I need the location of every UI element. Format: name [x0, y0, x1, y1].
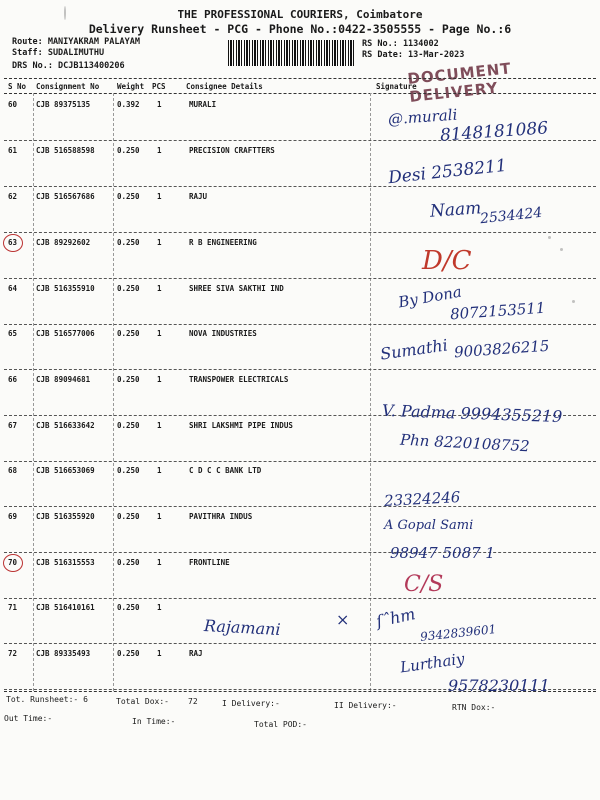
row-consignment-no: CJB 516315553 [36, 558, 95, 567]
row-consignee: PRECISION CRAFTTERS [189, 146, 275, 155]
rs-date: RS Date: 13-Mar-2023 [362, 50, 465, 60]
col-pcs: PCS [152, 82, 166, 91]
rs-number: RS No.: 1134002 [362, 39, 439, 49]
divider [4, 93, 596, 94]
row-weight: 0.250 [117, 284, 140, 293]
row-divider [4, 598, 596, 599]
row-consignment-no: CJB 516410161 [36, 603, 95, 612]
company-title: THE PROFESSIONAL COURIERS, Coimbatore [177, 8, 423, 21]
signature-62: Naam [429, 198, 482, 222]
i-delivery: I Delivery:- [222, 699, 280, 708]
row-pcs: 1 [157, 558, 162, 567]
row-consignee: C D C C BANK LTD [189, 466, 262, 475]
row-weight: 0.250 [117, 421, 140, 430]
phone-65: 9003826215 [453, 336, 550, 362]
tot-runsheet: Tot. Runsheet:- 6 [6, 695, 88, 704]
row-weight: 0.250 [117, 192, 140, 201]
row-weight: 0.250 [117, 375, 140, 384]
row-divider [4, 278, 596, 279]
table-row [0, 238, 600, 252]
scan-speck [64, 6, 66, 20]
total-dox-value: 72 [188, 697, 198, 706]
phone-71: 9342839601 [419, 622, 497, 644]
signature-scribble-71: ſˆhm [374, 604, 417, 631]
row-consignment-no: CJB 516577006 [36, 329, 95, 338]
row-divider [4, 324, 596, 325]
row-consignee: TRANSPOWER ELECTRICALS [189, 375, 289, 384]
signature-66: V. Padma 9994355219 [381, 400, 563, 427]
cross-mark-71: × [336, 610, 350, 629]
row-70-circle-mark [3, 554, 23, 572]
row-63-circle-mark [3, 234, 23, 252]
table-row [0, 512, 600, 526]
table-row [0, 649, 600, 663]
row-pcs: 1 [157, 466, 162, 475]
row-weight: 0.392 [117, 100, 140, 109]
phone-72: 9578230111 [448, 676, 550, 695]
table-row [0, 375, 600, 389]
row-sno: 71 [8, 603, 18, 612]
divider [4, 691, 596, 692]
row-divider [4, 186, 596, 187]
row-consignment-no: CJB 89335493 [36, 649, 91, 658]
row-sno: 62 [8, 192, 18, 201]
row-consignee: RAJ [189, 649, 203, 658]
row-sno: 65 [8, 329, 18, 338]
phone-64: 8072153511 [449, 298, 546, 324]
scan-speck [560, 248, 563, 251]
row-consignee: R B ENGINEERING [189, 238, 257, 247]
out-time: Out Time:- [4, 714, 53, 723]
row-consignment-no: CJB 516355910 [36, 284, 95, 293]
row-sno: 61 [8, 146, 18, 155]
row-consignment-no: CJB 516653069 [36, 466, 95, 475]
drs-number: DRS No.: DCJB113400206 [12, 61, 125, 71]
total-pod: Total POD:- [254, 720, 307, 729]
row-sno: 64 [8, 284, 18, 293]
row-pcs: 1 [157, 649, 162, 658]
col-sno: S No [8, 82, 27, 91]
rtn-dox: RTN Dox:- [452, 703, 496, 712]
row-sno: 66 [8, 375, 18, 384]
signature-65: Sumathi [379, 335, 449, 364]
column-rule [33, 93, 34, 691]
row-consignee: MURALI [189, 100, 217, 109]
table-row [0, 603, 600, 617]
row-sno: 60 [8, 100, 18, 109]
in-time: In Time:- [132, 717, 176, 726]
row-divider [4, 461, 596, 462]
cs-remark-70: C/S [404, 572, 444, 597]
col-weight: Weight [117, 82, 145, 91]
row-pcs: 1 [157, 421, 162, 430]
table-row [0, 100, 600, 114]
phone-60: 8148181086 [439, 118, 549, 146]
row-sno: 70 [8, 558, 18, 567]
row-consignment-no: CJB 516567686 [36, 192, 95, 201]
row-consignment-no: CJB 516588598 [36, 146, 95, 155]
table-row [0, 146, 600, 160]
table-row [0, 192, 600, 206]
row-consignee: SHREE SIVA SAKTHI IND [189, 284, 284, 293]
phone-69: 98947 5087 1 [390, 544, 495, 562]
row-weight: 0.250 [117, 146, 140, 155]
row-weight: 0.250 [117, 603, 140, 612]
row-pcs: 1 [157, 284, 162, 293]
row-divider [4, 369, 596, 370]
phone-62: 2534424 [479, 204, 544, 228]
row-sno: 69 [8, 512, 18, 521]
route-label: Route: MANIYAKRAM PALAYAM [12, 37, 140, 47]
row-sno: 68 [8, 466, 18, 475]
row-weight: 0.250 [117, 558, 140, 567]
row-consignment-no: CJB 89292602 [36, 238, 91, 247]
table-row [0, 284, 600, 298]
signature-61: Desi 2538211 [387, 155, 508, 189]
row-pcs: 1 [157, 329, 162, 338]
staff-label: Staff: SUDALIMUTHU [12, 48, 105, 58]
row-weight: 0.250 [117, 512, 140, 521]
signature-69: A Gopal Sami [384, 518, 474, 533]
signature-72: Lurthaiy [399, 649, 466, 677]
row-consignee: NOVA INDUSTRIES [189, 329, 257, 338]
column-rule [370, 93, 371, 691]
total-dox-label: Total Dox:- [116, 697, 169, 706]
row-sno: 63 [8, 238, 18, 247]
runsheet-subtitle: Delivery Runsheet - PCG - Phone No.:0422-3505555 - Page No.:6 [88, 22, 512, 36]
row-pcs: 1 [157, 146, 162, 155]
row-pcs: 1 [157, 238, 162, 247]
row-pcs: 1 [157, 603, 162, 612]
row-consignee: RAJU [189, 192, 208, 201]
row-weight: 0.250 [117, 238, 140, 247]
row-weight: 0.250 [117, 466, 140, 475]
row-consignee: SHRI LAKSHMI PIPE INDUS [189, 421, 293, 430]
signature-67: Phn 8220108752 [399, 430, 531, 456]
col-consignee: Consignee Details [186, 82, 263, 91]
table-row [0, 466, 600, 480]
row-pcs: 1 [157, 375, 162, 384]
row-weight: 0.250 [117, 329, 140, 338]
row-consignment-no: CJB 516355920 [36, 512, 95, 521]
row-consignment-no: CJB 89375135 [36, 100, 91, 109]
row-sno: 67 [8, 421, 18, 430]
scan-speck [548, 236, 551, 239]
col-consignment: Consignment No [36, 82, 100, 91]
row-sno: 72 [8, 649, 18, 658]
ii-delivery: II Delivery:- [334, 701, 397, 710]
row-divider [4, 232, 596, 233]
column-rule [113, 93, 114, 691]
row-divider [4, 643, 596, 644]
row-weight: 0.250 [117, 649, 140, 658]
row-pcs: 1 [157, 100, 162, 109]
document-delivery-stamp: DOCUMENT DELIVERY [406, 59, 513, 106]
divider [4, 78, 596, 79]
signature-60: @.murali [387, 105, 458, 129]
barcode [228, 40, 356, 66]
scan-speck [572, 300, 575, 303]
signature-71: Rajamani [203, 616, 282, 639]
signature-68: 23324246 [383, 488, 461, 510]
table-row [0, 558, 600, 572]
row-consignment-no: CJB 89094681 [36, 375, 91, 384]
row-consignee: PAVITHRA INDUS [189, 512, 253, 521]
row-consignee: FRONTLINE [189, 558, 230, 567]
row-divider [4, 506, 596, 507]
signature-64: By Dona [396, 282, 464, 312]
col-signature: Signature [376, 82, 417, 91]
dc-remark-63: D/C [422, 246, 472, 276]
row-divider [4, 552, 596, 553]
row-consignment-no: CJB 516633642 [36, 421, 95, 430]
row-pcs: 1 [157, 192, 162, 201]
row-pcs: 1 [157, 512, 162, 521]
